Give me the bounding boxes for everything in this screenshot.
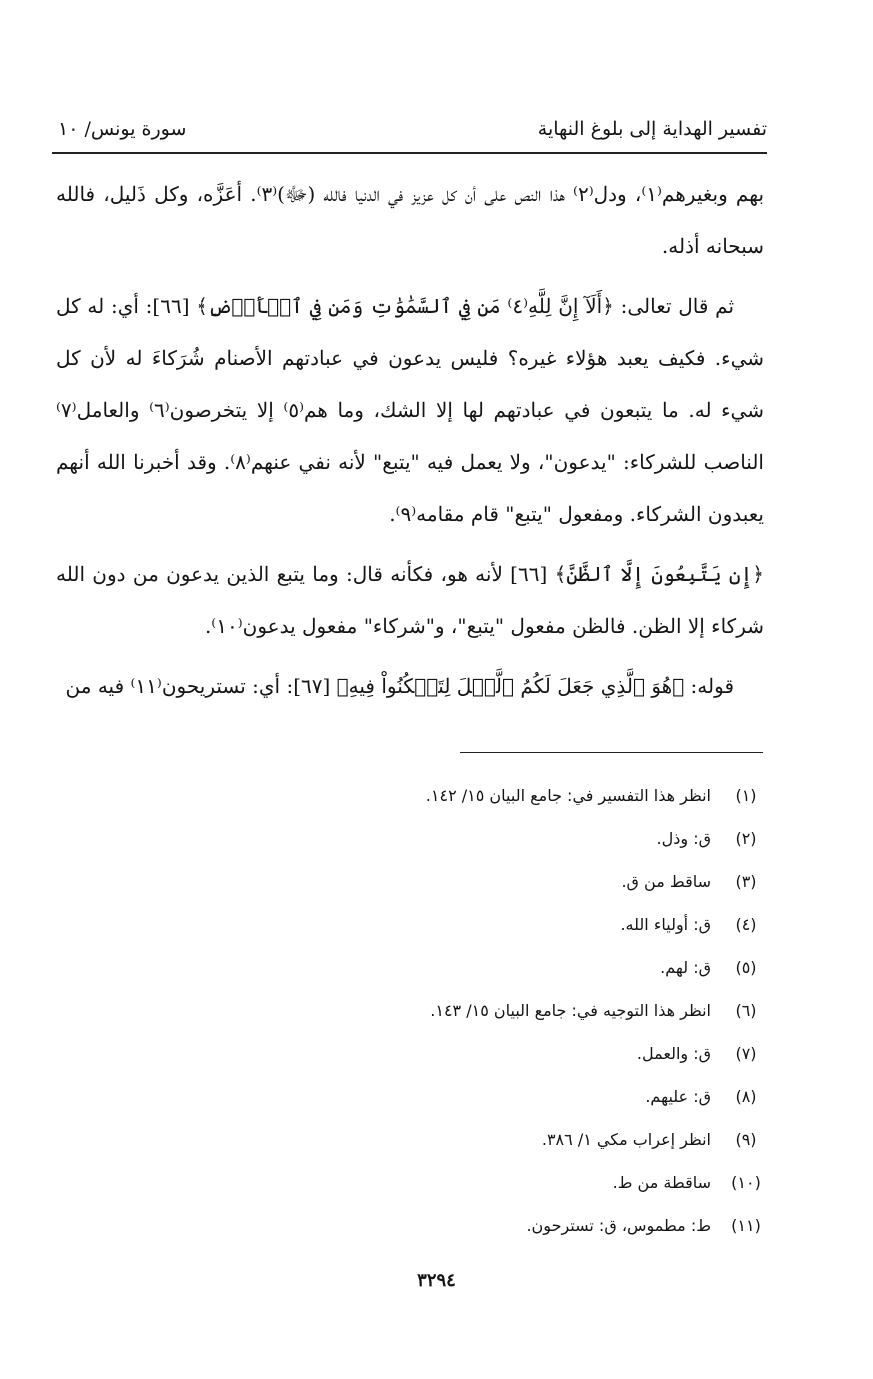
footnote-number: (٦) (735, 1001, 757, 1020)
footnote-text: ساقطة من ط. (612, 1173, 711, 1192)
footnote-number: (٧) (735, 1044, 757, 1063)
footnote-number: (١) (735, 786, 757, 805)
paragraph: ﴿إِن يَتَّبِعُونَ إِلَّا ٱلظَّنَّ﴾ [٦٦] لأنه هو، فكأنه قال: وما يتبع الذين يدعون من دون الله شركاء إلا الظن. فالظن مفعول "يتبع"، و"شركاء" مفعول يدعون⁽١٠⁾. (56, 562, 765, 638)
paragraph: بهم وبغيرهم⁽١⁾، ودل⁽٢⁾ هذا النص على أن كل عزيز في الدنيا فالله (ﷻ)⁽٣⁾. أعَزَّه، وكل ذَليل، فالله سبحانه أذله. (56, 182, 765, 258)
footnote-text: ق: لهم. (660, 958, 711, 977)
footnote (267, 948, 767, 991)
footnote (267, 905, 767, 948)
footnote-text: ط: مطموس، ق: تسترحون. (526, 1216, 711, 1235)
footnote-text: ق: وذل. (656, 829, 711, 848)
footnote-number: (٨) (735, 1087, 757, 1106)
footnote-number: (١٠) (731, 1173, 761, 1192)
footnote-text: ق: أولياء الله. (620, 915, 711, 934)
footnote (267, 991, 767, 1034)
footnote (267, 1163, 767, 1206)
footnote (267, 819, 767, 862)
footnote (267, 1120, 767, 1163)
footnote-text: ق: عليهم. (645, 1087, 711, 1106)
footnote-text: ساقط من ق. (621, 872, 711, 891)
page-number: ٣٢٩٤ (417, 1270, 456, 1291)
footnote-number: (١١) (731, 1216, 761, 1235)
surah-reference: سورة يونس/ ١٠ (58, 118, 187, 140)
footnote-number: (٢) (735, 829, 757, 848)
footnote (267, 776, 767, 819)
footnote-number: (٥) (735, 958, 757, 977)
footnote-list (267, 776, 767, 1249)
footnote-text: انظر هذا التوجيه في: جامع البيان ١٥/ ١٤٣. (430, 1001, 711, 1020)
footnote (267, 1077, 767, 1120)
footnote-text: انظر إعراب مكي ١/ ٣٨٦. (541, 1130, 711, 1149)
paragraph: ثم قال تعالى: ﴿أَلَآ إِنَّ لِلَّهِ⁽٤⁾ مَن فِي ٱلسَّمَٰوَٰتِ وَمَن فِي ٱلۡأَرۡضِ﴾ [٦٦]: أي: له كل شيء. فكيف يعبد هؤلاء غيره؟ فليس يدعون في عبادتهم الأصنام شُرَكاءَ له لأن كل شيء له. ما يتبعون في عبادتهم لها إلا الشك، وما هم⁽٥⁾ إلا يتخرصون⁽٦⁾ والعامل⁽٧⁾ الناصب للشركاء: "يدعون"، ولا يعمل فيه "يتبع" لأنه نفي عنهم⁽٨⁾. وقد أخبرنا الله أنهم يعبدون الشركاء. ومفعول "يتبع" قام مقامه⁽٩⁾. (56, 294, 764, 526)
footnote (267, 1034, 767, 1077)
paragraph: قوله: ﴿هُوَ ٱلَّذِي جَعَلَ لَكُمُ ٱلَّيۡلَ لِتَسۡكُنُواْ فِيهِ﴾ [٦٧]: أي: تستريحون⁽١١⁾ فيه من (65, 674, 734, 698)
footnote (267, 1206, 767, 1249)
footnote-text: ق: والعمل. (636, 1044, 711, 1063)
footnote-separator (460, 752, 763, 753)
footnote-text: انظر هذا التفسير في: جامع البيان ١٥/ ١٤٢. (425, 786, 711, 805)
footnote-number: (٩) (735, 1130, 757, 1149)
main-text (56, 168, 764, 720)
footnote-number: (٤) (735, 915, 757, 934)
book-title: تفسير الهداية إلى بلوغ النهاية (537, 118, 767, 140)
footnote-number: (٣) (735, 872, 757, 891)
running-header (52, 112, 767, 154)
footnote (267, 862, 767, 905)
